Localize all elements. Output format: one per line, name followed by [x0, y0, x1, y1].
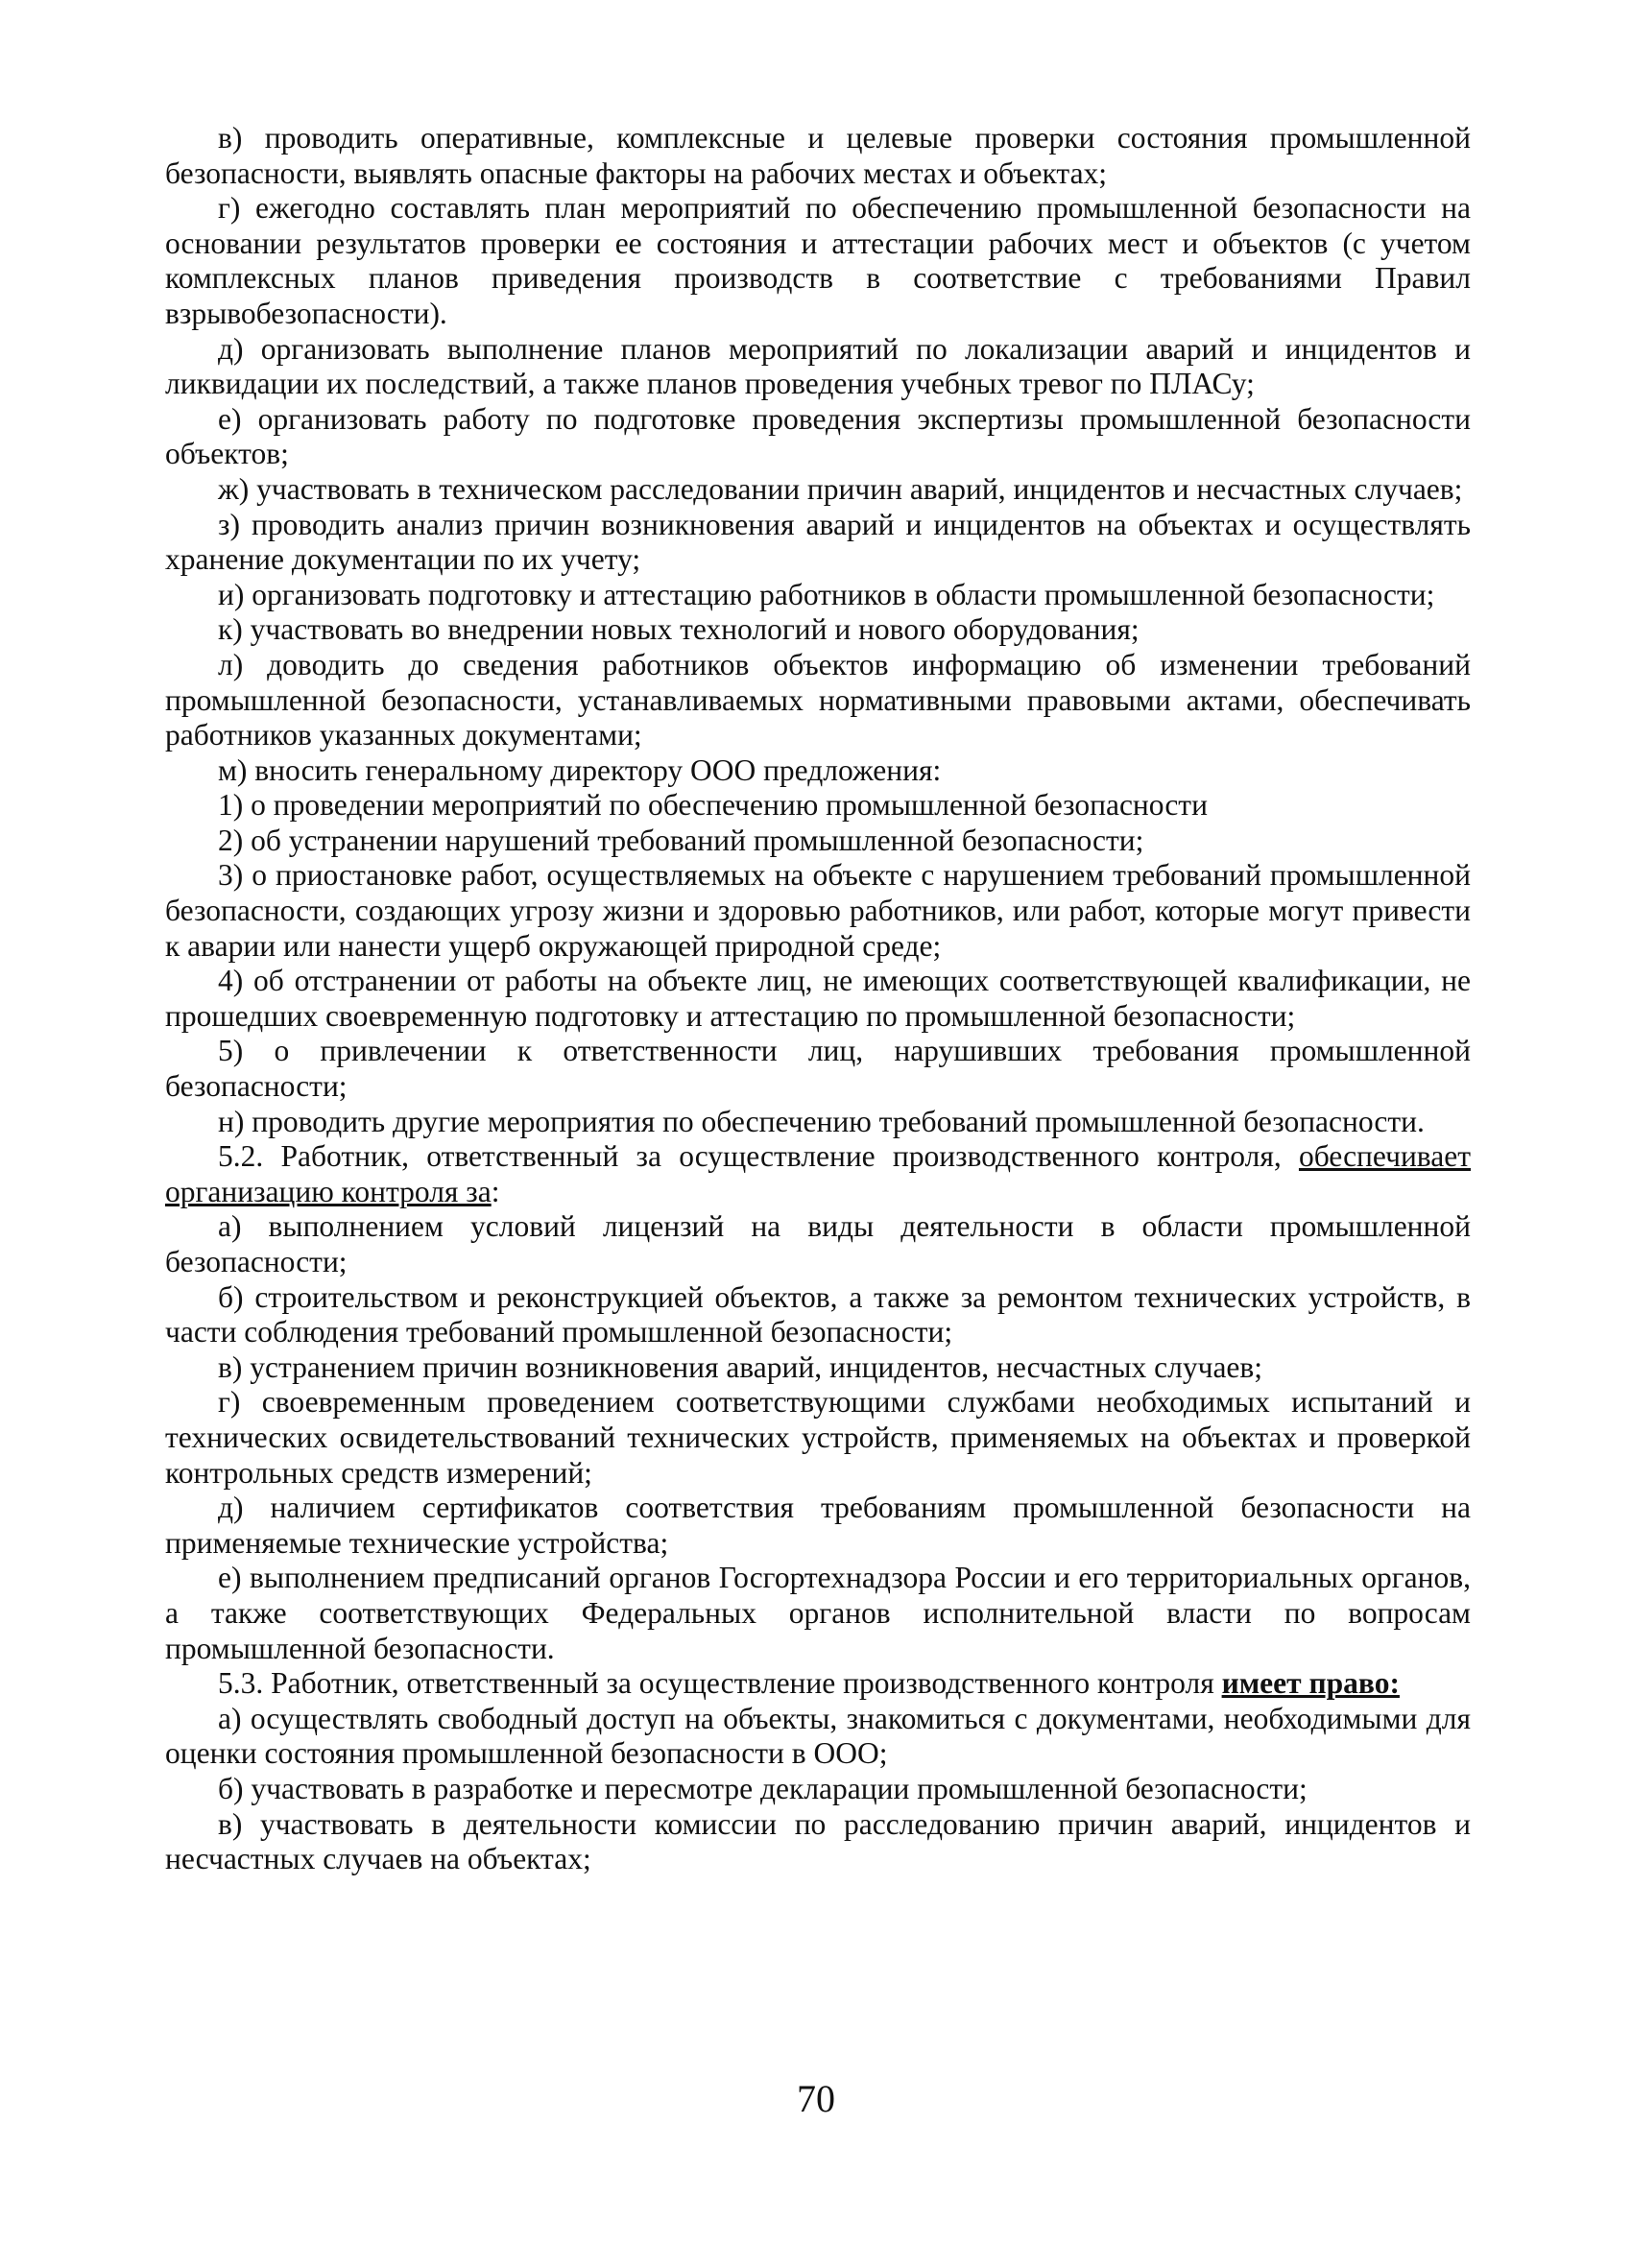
control-item-v: в) устранением причин возникновения аварий, инцидентов, несчастных случаев;: [218, 1349, 1263, 1384]
paragraph-zh: ж) участвовать в техническом расследовании причин аварий, инцидентов и несчастных случаев;: [218, 471, 1463, 506]
section-5-3-emphasis: имеет право:: [1221, 1666, 1400, 1701]
paragraph-m: м) вносить генеральному директору ООО предложения:: [218, 752, 942, 787]
paragraph-i: и) организовать подготовку и аттестацию работников в области промышленной безопасности;: [218, 577, 1435, 611]
section-5-2-heading: [165, 1139, 1471, 1209]
proposal-5: 5) о привлечении к ответственности лиц, нарушивших требования промышленной безопасности;: [165, 1034, 1471, 1104]
paragraph-g: г) ежегодно составлять план мероприятий по обеспечению промышленной безопасности на основании результатов проверки ее состояния и аттестации рабочих мест и объектов (с учетом комплексных планов приведения производств в соответствие с требованиями Правил взрывобезопасности).: [165, 191, 1471, 330]
right-item-b: б) участвовать в разработке и пересмотре декларации промышленной безопасности;: [218, 1771, 1308, 1805]
section-5-3-heading: [165, 1666, 1471, 1702]
proposal-2: 2) об устранении нарушений требований промышленной безопасности;: [218, 823, 1144, 857]
control-item-b: б) строительством и реконструкцией объектов, а также за ремонтом технических устройств, в части соблюдения требований промышленной безопасности;: [165, 1279, 1471, 1349]
control-item-a: а) выполнением условий лицензий на виды деятельности в области промышленной безопасности;: [165, 1209, 1471, 1278]
page-number: 70: [797, 2077, 835, 2120]
section-5-3-lead: 5.3. Работник, ответственный за осуществление производственного контроля: [218, 1666, 1222, 1701]
paragraph-d: д) организовать выполнение планов мероприятий по локализации аварий и инцидентов и ликвидации их последствий, а также планов проведения учебных тревог по ПЛАСу;: [165, 331, 1471, 401]
right-item-a: а) осуществлять свободный доступ на объекты, знакомиться с документами, необходимыми для оценки состояния промышленной безопасности в ООО;: [165, 1701, 1471, 1771]
paragraph-e: е) организовать работу по подготовке проведения экспертизы промышленной безопасности объектов;: [165, 401, 1471, 471]
proposal-3: 3) о приостановке работ, осуществляемых на объекте с нарушением требований промышленной безопасности, создающих угрозу жизни и здоровью работников, или работ, которые могут привести к аварии или нанести ущерб окружающей природной среде;: [165, 858, 1471, 963]
section-5-2-tail: :: [491, 1174, 500, 1208]
paragraph-z: з) проводить анализ причин возникновения аварий и инцидентов на объектах и осуществлять хранение документации по их учету;: [165, 507, 1471, 577]
paragraph-l: л) доводить до сведения работников объектов информацию об изменении требований промышленной безопасности, устанавливаемых нормативными правовыми актами, обеспечивать работников указанных документами;: [165, 647, 1471, 752]
control-item-g: г) своевременным проведением соответствующими службами необходимых испытаний и технических освидетельствований технических устройств, применяемых на объектах и проверкой контрольных средств измерений;: [165, 1385, 1471, 1490]
section-5-2-emphasis: обеспечивает организацию контроля за: [165, 1139, 1471, 1208]
paragraph-n: н) проводить другие мероприятия по обеспечению требований промышленной безопасности.: [218, 1104, 1425, 1138]
proposal-4: 4) об отстранении от работы на объекте лиц, не имеющих соответствующей квалификации, не прошедших своевременную подготовку и аттестацию по промышленной безопасности;: [165, 964, 1471, 1033]
control-item-d: д) наличием сертификатов соответствия требованиям промышленной безопасности на применяемые технические устройства;: [165, 1491, 1471, 1560]
section-5-2-lead: 5.2. Работник, ответственный за осуществление производственного контроля,: [218, 1139, 1299, 1174]
paragraph-k: к) участвовать во внедрении новых технологий и нового оборудования;: [218, 612, 1140, 647]
right-item-v: в) участвовать в деятельности комиссии по расследованию причин аварий, инцидентов и несчастных случаев на объектах;: [165, 1806, 1471, 1876]
control-item-e: е) выполнением предписаний органов Госгортехнадзора России и его территориальных органов, а также соответствующих Федеральных органов исполнительной власти по вопросам промышленной безопасности.: [165, 1561, 1471, 1665]
paragraph-v: в) проводить оперативные, комплексные и целевые проверки состояния промышленной безопасности, выявлять опасные факторы на рабочих местах и объектах;: [165, 121, 1471, 190]
proposal-1: 1) о проведении мероприятий по обеспечению промышленной безопасности: [218, 788, 1208, 823]
document-page: [165, 121, 1471, 1877]
